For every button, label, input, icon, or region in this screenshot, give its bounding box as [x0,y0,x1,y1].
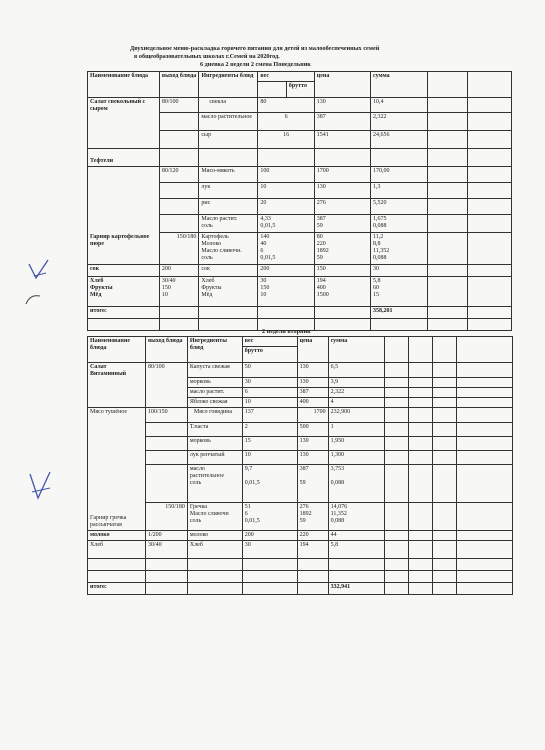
weight: 10 [242,398,297,408]
document-title [130,45,460,69]
dish-salad-output: 80/100 [145,363,187,408]
dish-tefteli-output: 80/120 [159,167,199,183]
col-header-weight: вес [258,72,314,82]
price: 220 [297,531,328,541]
ingredient: Хлеб Фрукты Мёд [199,277,258,307]
dish-garnish-name: Гарнир картофельное пюре [88,233,160,265]
sum: 30 [371,265,428,277]
dish-salad-output: 80/100 [159,98,199,113]
dish-milk-name: молоко [88,531,146,541]
ingredient: масло растит. [187,388,242,398]
weight: 2 [242,423,297,437]
ingredient: Масло растит. соль [199,215,258,233]
ingredient: Мясо говядина [187,408,242,423]
price: 194 [297,541,328,559]
price: 80 220 1892 59 [314,233,370,265]
sum: 5,8 [328,541,385,559]
weight: 16 [258,131,314,149]
ingredient: Картофель Молоко Масло сливочн. соль [199,233,258,265]
ingredient: морковь [187,437,242,451]
sum: 1,300 [328,451,385,465]
price: 130 [297,363,328,378]
col-header-price: цена [314,72,370,98]
weight: 137 [242,408,297,423]
weight: 9,7 0,01,5 [242,465,297,503]
weight: 50 [242,363,297,378]
price: 387 [297,388,328,398]
sum: 1,675 0,088 [371,215,428,233]
menu-table-monday [87,71,512,331]
ingredient: морковь [187,378,242,388]
price: 150 [314,265,370,277]
dish-bread-output: 30/40 150 10 [159,277,199,307]
total-value: 332,941 [328,583,385,595]
weight: 51 6 0,01,5 [242,503,297,531]
weight: 30 [242,541,297,559]
ingredient: свекла [199,98,258,113]
ingredient: Хлеб [187,541,242,559]
dish-garnish-output: 150/180 [159,233,199,265]
col-header-brutto: брутто [242,347,297,363]
ingredient: лук [199,183,258,199]
sum: 3,9 [328,378,385,388]
price: 130 [314,183,370,199]
weight: 10 [258,183,314,199]
price: 387 [314,113,370,131]
weight: 30 [242,378,297,388]
title-line-2: в общеобразовательных школах г.Семей на 2020год. [134,53,280,60]
sum: 11,2 8,8 11,352 0,088 [371,233,428,265]
sum: 2,322 [328,388,385,398]
sum: 5,8 60 15 [371,277,428,307]
dish-bread-output: 30/40 [145,541,187,559]
price: 130 [297,378,328,388]
ingredient: лук репчатый [187,451,242,465]
price: 276 1892 59 [297,503,328,531]
col-header-brutto: брутто [286,82,314,98]
title-line-1: Двухнедельное меню-раскладка горячего питания для детей из малообеспеченных семей [130,45,380,52]
dish-garnish-name: Гарнир гречка рассыпчатая [88,503,146,531]
weight: 4,33 0,01,5 [258,215,314,233]
handwritten-check-mark-3 [26,470,54,504]
dish-meat-output: 100/150 [145,408,187,423]
price: 387 59 [297,465,328,503]
col-header-weight: вес [242,337,297,347]
day-heading-tuesday: 2 недели вторник [262,328,311,335]
dish-bread-name: Хлеб [88,541,146,559]
weight: 6 [258,113,314,131]
price: 1700 [314,167,370,183]
col-header-sum: сумма [371,72,428,98]
weight: 200 [242,531,297,541]
sum: 44 [328,531,385,541]
col-header-ingredients: Ингредиенты блюд [187,337,242,363]
price: 400 [297,398,328,408]
dish-garnish-output: 150/180 [145,503,187,531]
sum: 24,656 [371,131,428,149]
menu-table-tuesday [87,336,513,595]
sum: 2,322 [371,113,428,131]
handwritten-check-mark-1 [26,258,52,284]
weight: 20 [258,199,314,215]
ingredient: рис [199,199,258,215]
weight: 15 [242,437,297,451]
dish-juice-name: сок [88,265,160,277]
ingredient: сыр [199,131,258,149]
sum: 1,950 [328,437,385,451]
ingredient: Яблоко свежая [187,398,242,408]
dish-tefteli-name: Тефтели [88,149,160,167]
ingredient: масло растительное [199,113,258,131]
dish-salad-name: Салат Витаминный [88,363,146,408]
total-label: итого: [88,583,146,595]
price: 130 [314,98,370,113]
dish-salad-name: Салат свекольный с сыром [88,98,160,149]
ingredient: масло растительное соль [187,465,242,503]
sum: 6,5 [328,363,385,378]
ingredient: Капуста свежая [187,363,242,378]
sum: 3,753 0,088 [328,465,385,503]
total-value: 358,201 [371,307,428,319]
col-header-name: Наименование блюда [88,337,146,363]
price: 1541 [314,131,370,149]
price: 194 400 1500 [314,277,370,307]
price: 1700 [297,408,328,423]
sum: 232,900 [328,408,385,423]
price: 387 59 [314,215,370,233]
col-header-price: цена [297,337,328,363]
sum: 1 [328,423,385,437]
ingredient: Мясо-мякоть [199,167,258,183]
price: 500 [297,423,328,437]
total-label: итого: [88,307,160,319]
ingredient: Гречка Масло сливочн соль [187,503,242,531]
price: 276 [314,199,370,215]
sum: 14,076 11,352 0,088 [328,503,385,531]
weight: 80 [258,98,314,113]
ingredient: молоко [187,531,242,541]
weight: 30 150 10 [258,277,314,307]
sum: 1,3 [371,183,428,199]
sum: 4 [328,398,385,408]
col-header-name: Наименование блюда [88,72,160,98]
price: 130 [297,451,328,465]
sum: 10,4 [371,98,428,113]
weight: 100 [258,167,314,183]
col-header-sum: сумма [328,337,385,363]
dish-juice-output: 200 [159,265,199,277]
handwritten-mark-2 [24,292,44,306]
weight: 6 [242,388,297,398]
sum: 170,00 [371,167,428,183]
col-header-output: выход блюда [159,72,199,98]
weight: 200 [258,265,314,277]
weight: 140 40 6 0,01,5 [258,233,314,265]
sum: 5,520 [371,199,428,215]
price: 130 [297,437,328,451]
dish-milk-output: 1/200 [145,531,187,541]
col-header-ingredients: Ингредиенты блюд [199,72,258,98]
ingredient: сок [199,265,258,277]
title-line-3: 6 дневка 2 недели 2 смена Понедельник [200,61,311,68]
dish-meat-name: Мясо тушёное [88,408,146,423]
ingredient: Т.паста [187,423,242,437]
dish-bread-name: Хлеб Фрукты Мёд [88,277,160,307]
weight: 10 [242,451,297,465]
col-header-output: выход блюда [145,337,187,363]
